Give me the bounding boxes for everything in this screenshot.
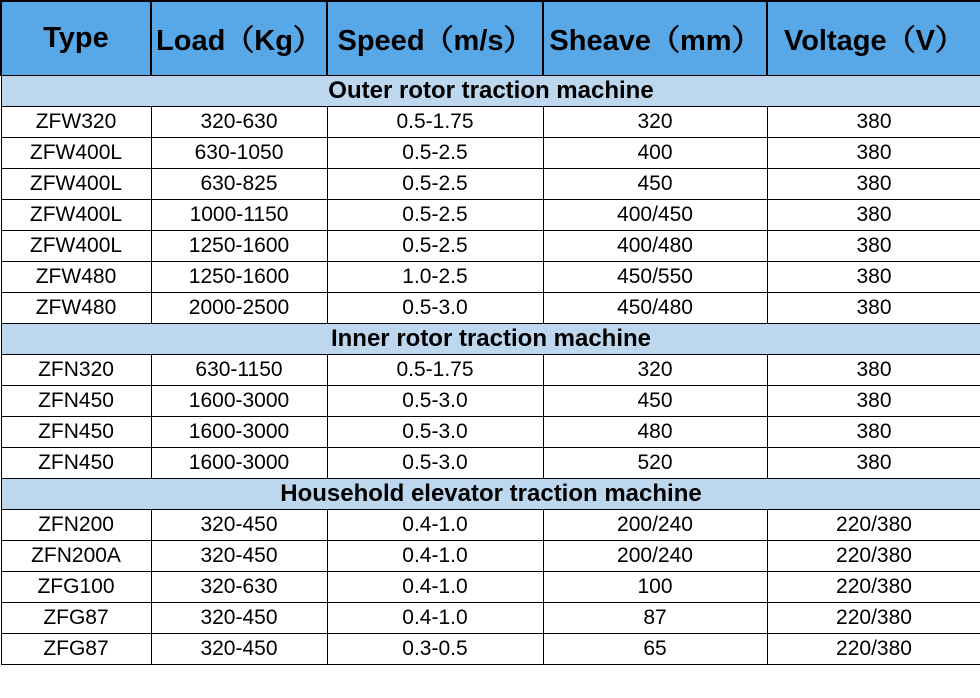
cell-type: ZFW400L xyxy=(1,138,151,169)
table-row xyxy=(1,603,980,634)
section-header-outer-rotor xyxy=(1,76,980,107)
cell-load: 320-630 xyxy=(151,572,327,603)
cell-sheave: 520 xyxy=(543,448,767,479)
cell-speed: 0.5-2.5 xyxy=(327,200,543,231)
section-title: Outer rotor traction machine xyxy=(1,76,980,107)
cell-load: 630-1150 xyxy=(151,355,327,386)
cell-speed: 0.5-3.0 xyxy=(327,417,543,448)
table-row xyxy=(1,293,980,324)
cell-speed: 0.4-1.0 xyxy=(327,510,543,541)
cell-sheave: 450/480 xyxy=(543,293,767,324)
table-row xyxy=(1,541,980,572)
cell-speed: 0.5-1.75 xyxy=(327,355,543,386)
cell-sheave: 65 xyxy=(543,634,767,665)
cell-speed: 0.5-2.5 xyxy=(327,169,543,200)
cell-sheave: 87 xyxy=(543,603,767,634)
section-title: Household elevator traction machine xyxy=(1,479,980,510)
cell-voltage: 380 xyxy=(767,262,980,293)
table-row xyxy=(1,572,980,603)
cell-type: ZFW480 xyxy=(1,293,151,324)
cell-voltage: 220/380 xyxy=(767,541,980,572)
table-row xyxy=(1,386,980,417)
cell-load: 320-450 xyxy=(151,603,327,634)
cell-speed: 0.5-2.5 xyxy=(327,138,543,169)
cell-type: ZFW400L xyxy=(1,200,151,231)
cell-voltage: 380 xyxy=(767,386,980,417)
cell-voltage: 220/380 xyxy=(767,510,980,541)
table-row xyxy=(1,107,980,138)
table-row xyxy=(1,138,980,169)
cell-load: 320-630 xyxy=(151,107,327,138)
cell-load: 1250-1600 xyxy=(151,262,327,293)
header-row xyxy=(1,1,980,76)
table-row xyxy=(1,417,980,448)
cell-sheave: 400 xyxy=(543,138,767,169)
cell-voltage: 380 xyxy=(767,107,980,138)
header-sheave: Sheave（mm） xyxy=(543,1,767,76)
cell-voltage: 380 xyxy=(767,138,980,169)
table-row xyxy=(1,448,980,479)
table-row xyxy=(1,200,980,231)
cell-speed: 0.5-3.0 xyxy=(327,386,543,417)
cell-voltage: 380 xyxy=(767,200,980,231)
cell-load: 630-1050 xyxy=(151,138,327,169)
cell-load: 1250-1600 xyxy=(151,231,327,262)
cell-load: 320-450 xyxy=(151,634,327,665)
cell-type: ZFN200A xyxy=(1,541,151,572)
cell-voltage: 380 xyxy=(767,231,980,262)
cell-type: ZFN320 xyxy=(1,355,151,386)
cell-voltage: 380 xyxy=(767,448,980,479)
cell-type: ZFW480 xyxy=(1,262,151,293)
cell-voltage: 380 xyxy=(767,293,980,324)
cell-voltage: 380 xyxy=(767,417,980,448)
cell-sheave: 450/550 xyxy=(543,262,767,293)
cell-load: 1000-1150 xyxy=(151,200,327,231)
cell-type: ZFG87 xyxy=(1,603,151,634)
section-header-inner-rotor xyxy=(1,324,980,355)
cell-speed: 0.5-2.5 xyxy=(327,231,543,262)
cell-type: ZFG87 xyxy=(1,634,151,665)
cell-sheave: 100 xyxy=(543,572,767,603)
cell-type: ZFW320 xyxy=(1,107,151,138)
cell-load: 2000-2500 xyxy=(151,293,327,324)
cell-sheave: 320 xyxy=(543,107,767,138)
cell-type: ZFN200 xyxy=(1,510,151,541)
header-load: Load（Kg） xyxy=(151,1,327,76)
cell-voltage: 380 xyxy=(767,169,980,200)
cell-speed: 0.5-3.0 xyxy=(327,293,543,324)
cell-sheave: 200/240 xyxy=(543,510,767,541)
cell-type: ZFN450 xyxy=(1,417,151,448)
cell-speed: 0.5-3.0 xyxy=(327,448,543,479)
table-row xyxy=(1,634,980,665)
cell-load: 1600-3000 xyxy=(151,386,327,417)
cell-speed: 0.3-0.5 xyxy=(327,634,543,665)
cell-type: ZFN450 xyxy=(1,386,151,417)
cell-speed: 0.4-1.0 xyxy=(327,603,543,634)
table-header xyxy=(1,1,980,76)
cell-type: ZFN450 xyxy=(1,448,151,479)
table-body xyxy=(1,76,980,665)
cell-load: 630-825 xyxy=(151,169,327,200)
table-row xyxy=(1,355,980,386)
table-row xyxy=(1,262,980,293)
cell-voltage: 220/380 xyxy=(767,572,980,603)
cell-sheave: 320 xyxy=(543,355,767,386)
table-row xyxy=(1,510,980,541)
cell-type: ZFW400L xyxy=(1,169,151,200)
cell-speed: 0.5-1.75 xyxy=(327,107,543,138)
cell-load: 1600-3000 xyxy=(151,448,327,479)
table-row xyxy=(1,169,980,200)
cell-speed: 1.0-2.5 xyxy=(327,262,543,293)
cell-load: 320-450 xyxy=(151,510,327,541)
cell-load: 1600-3000 xyxy=(151,417,327,448)
cell-sheave: 450 xyxy=(543,386,767,417)
cell-sheave: 200/240 xyxy=(543,541,767,572)
cell-voltage: 380 xyxy=(767,355,980,386)
table-row xyxy=(1,231,980,262)
cell-load: 320-450 xyxy=(151,541,327,572)
cell-sheave: 400/480 xyxy=(543,231,767,262)
cell-speed: 0.4-1.0 xyxy=(327,572,543,603)
header-type: Type xyxy=(1,1,151,76)
header-voltage: Voltage（V） xyxy=(767,1,980,76)
cell-type: ZFW400L xyxy=(1,231,151,262)
cell-speed: 0.4-1.0 xyxy=(327,541,543,572)
cell-voltage: 220/380 xyxy=(767,603,980,634)
section-header-household-elevator xyxy=(1,479,980,510)
cell-sheave: 480 xyxy=(543,417,767,448)
cell-voltage: 220/380 xyxy=(767,634,980,665)
header-speed: Speed（m/s） xyxy=(327,1,543,76)
section-title: Inner rotor traction machine xyxy=(1,324,980,355)
cell-type: ZFG100 xyxy=(1,572,151,603)
cell-sheave: 450 xyxy=(543,169,767,200)
cell-sheave: 400/450 xyxy=(543,200,767,231)
